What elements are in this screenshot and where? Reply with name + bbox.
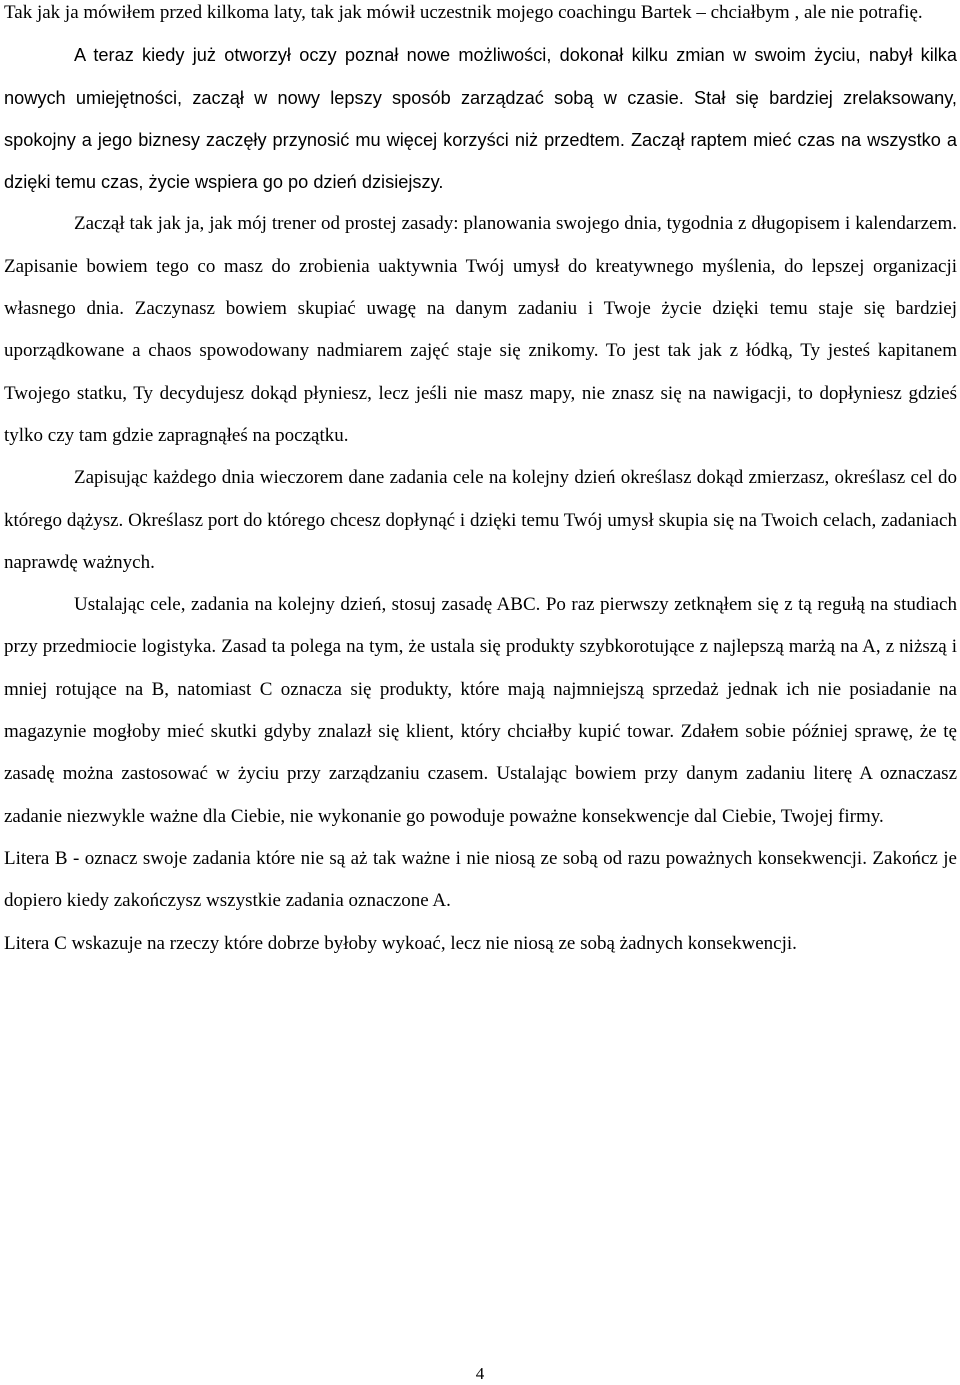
paragraph-changes: A teraz kiedy już otworzył oczy poznał nowe możliwości, dokonał kilku zmian w swoim życiu, nabył kilka nowych umiejętności, zaczął w nowy lepszy sposób zarządzać sobą w czasie. Stał się bardziej zrelaksowany, spokojny a jego biznesy zaczęły przynosić mu więcej korzyści niż przedtem. Zaczął raptem mieć czas na wszystko a dzięki temu czas, życie wspiera go po dzień dzisiejszy. bbox=[4, 45, 957, 193]
paragraph-abc-rule: Ustalając cele, zadania na kolejny dzień, stosuj zasadę ABC. Po raz pierwszy zetknąłem się z tą regułą na studiach przy przedmiocie logistyka. Zasad ta polega na tym, że ustala się produkty szybkorotujące z najlepszą marżą na A, z niższą i mniej rotujące na B, natomiast C oznacza się produkty, które mają najmniejszą sprzedaż jednak ich nie posiadanie na magazynie mogłoby mieć skutki gdyby znalazł się klient, który chciałby kupić towar. Zdałem sobie później sprawę, że tę zasadę można zastosować w życiu przy zarządzaniu czasem. Ustalając bowiem przy danym zadaniu literę A oznaczasz zadanie niezwykle ważne dla Ciebie, nie wykonanie go powoduje poważne konsekwencje dal Ciebie, Twojej firmy. bbox=[4, 594, 957, 827]
paragraph-letter-c: Litera C wskazuje na rzeczy które dobrze byłoby wykoać, lecz nie niosą ze sobą żadnych konsekwencji. bbox=[4, 932, 797, 954]
paragraph-planning: Zaczął tak jak ja, jak mój trener od prostej zasady: planowania swojego dnia, tygodnia z długopisem i kalendarzem. Zapisanie bowiem tego co masz do zrobienia uaktywnia Twój umysł do kreatywnego myślenia, do lepszej organizacji własnego dnia. Zaczynasz bowiem skupiać uwagę na danym zadaniu i Twoje życie dzięki temu staje się bardziej uporządkowane a chaos spowodowany nadmiarem zajęć staje się znikomy. To jest tak jak z łódką, Ty jesteś kapitanem Twojego statku, Ty decydujesz dokąd płyniesz, lecz jeśli nie masz mapy, nie znasz się na nawigacji, to dopłyniesz gdzieś tylko czy tam gdzie zapragnąłeś na początku. bbox=[4, 213, 957, 446]
paragraph-intro: Tak jak ja mówiłem przed kilkoma laty, tak jak mówił uczestnik mojego coachingu Bartek – chciałbym , ale nie potrafię. bbox=[4, 2, 923, 23]
paragraph-evening-tasks: Zapisując każdego dnia wieczorem dane zadania cele na kolejny dzień określasz dokąd zmierzasz, określasz cel do którego dążysz. Określasz port do którego chcesz dopłynąć i dzięki temu Twój umysł skupia się na Twoich celach, zadaniach naprawdę ważnych. bbox=[4, 467, 957, 573]
document-body bbox=[4, 0, 957, 965]
paragraph-letter-b: Litera B - oznacz swoje zadania które nie są aż tak ważne i nie niosą ze sobą od razu poważnych konsekwencji. Zakończ je dopiero kiedy zakończysz wszystkie zadania oznaczone A. bbox=[4, 847, 957, 912]
page-number: 4 bbox=[475, 1364, 485, 1383]
